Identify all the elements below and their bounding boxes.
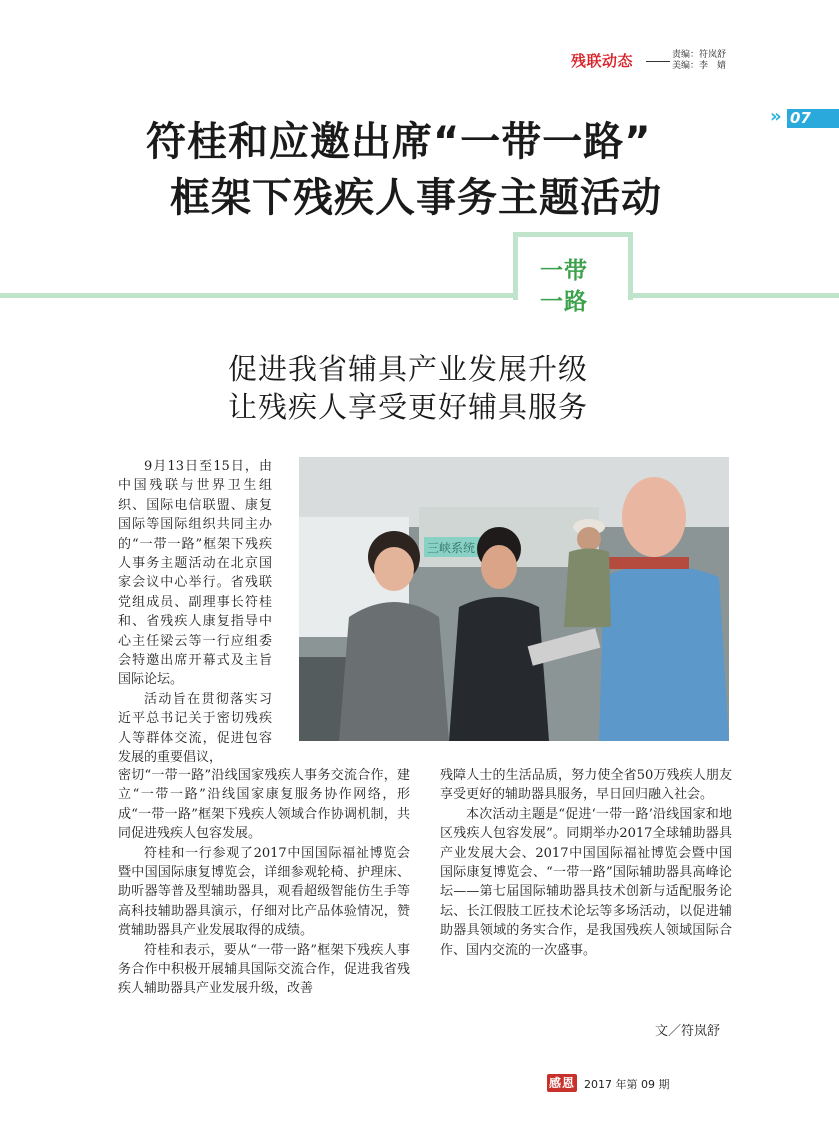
byline: 文／符岚舒 [655,1024,721,1039]
article-column-left-bottom [118,766,410,999]
paragraph-3: 符桂和一行参观了2017中国国际福祉博览会暨中国国际康复博览会，详细参观轮椅、护理床、助听器等普及型辅助器具，观看超级智能仿生手等高科技辅助器具演示，仔细对比产品体验情况，赞赏辅助器具产业发展取得的成绩。 [118,845,410,939]
section-rule [646,61,670,62]
headline-line-1: 符桂和应邀出席“一带一路” [146,119,652,165]
tag-label-line-2: 一路 [540,289,588,315]
green-divider [0,293,839,298]
editor-credits [672,50,726,72]
paragraph-4: 符桂和表示，要从“一带一路”框架下残疾人事务合作中积极开展辅具国际交流合作，促进我省残疾人辅助器具产业发展升级，改善 [118,942,410,997]
designer-credit: 美编：李 婧 [672,61,727,71]
paragraph-1: 9月13日至15日，由中国残联与世界卫生组织、国际电信联盟、康复国际等国际组织共同主办的“一带一路”框架下残疾人事务主题活动在北京国家会议中心举行。省残联党组成员、副理事长符桂和、省残疾人康复指导中心主任梁云等一行应组委会特邀出席开幕式及主旨国际论坛。 [118,459,272,688]
booth-sign-text: 三峡系统 [427,541,476,555]
article-column-left-top [118,457,272,768]
article-column-right [440,766,732,960]
paragraph-4-cont: 残障人士的生活品质，努力使全省50万残疾人朋友享受更好的辅助器具服务，早日回归融入社会。 [440,768,732,803]
magazine-logo: 感恩 [548,1076,575,1090]
section-title: 残联动态 [571,52,634,70]
headline-line-2: 框架下残疾人事务主题活动 [170,175,662,221]
paragraph-2-cont: 密切“一带一路”沿线国家残疾人事务交流合作，建立“一带一路”沿线国家康复服务协作网络，形成“一带一路”框架下残疾人领域合作协调机制，共同促进残疾人包容发展。 [118,768,410,842]
paragraph-2-start: 活动旨在贯彻落实习近平总书记关于密切残疾人等群体交流，促进包容发展的重要倡议， [118,691,272,766]
paragraph-5: 本次活动主题是“促进‘一带一路’沿线国家和地区残疾人包容发展”。同期举办2017全球辅助器具产业发展大会、2017中国国际福祉博览会暨中国国际康复博览会、“一带一路”国际辅助器具高峰论坛——第七届国际辅助器具技术创新与适配服务论坛、长江假肢工匠技术论坛等多场活动，以促进辅助器具领域的务实合作，是我国残疾人领域国际合作、国内交流的一次盛事。 [440,806,732,958]
subtitle-line-1: 促进我省辅具产业发展升级 [228,352,589,386]
event-photo [299,457,729,741]
tag-label-line-1: 一带 [540,258,588,284]
photo-illustration [299,457,729,741]
editor-credit: 责编：符岚舒 [672,50,727,60]
subtitle-line-2: 让残疾人享受更好辅具服务 [228,390,589,424]
page-number: 07 [787,109,839,128]
page-arrow-icon: » [770,106,782,127]
issue-label: 2017 年第 09 期 [584,1078,670,1091]
